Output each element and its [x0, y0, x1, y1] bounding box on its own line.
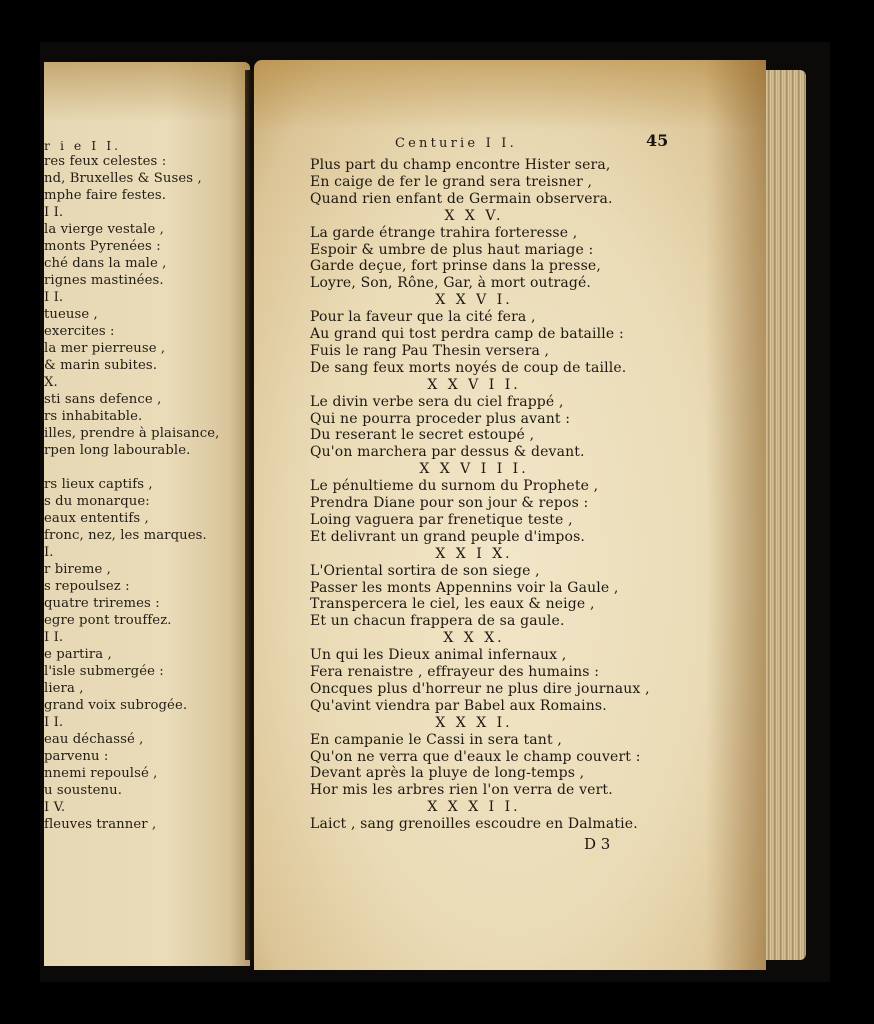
left-text-line: X.: [44, 375, 58, 390]
left-text-line: rignes mastinées.: [44, 273, 164, 288]
left-text-line: exercites :: [44, 324, 115, 339]
verse-line: Transpercera le ciel, les eaux & neige ,: [310, 596, 595, 613]
quatrain-number: X X X I I.: [427, 799, 521, 816]
quatrain-number: X X X I.: [435, 714, 513, 731]
left-text-line: l'isle submergée :: [44, 664, 164, 679]
left-text-line: s repoulsez :: [44, 579, 130, 594]
left-text-line: la vierge vestale ,: [44, 222, 164, 237]
verse-line: Qu'on ne verra que d'eaux le champ couvert :: [310, 748, 641, 765]
left-text-line: sti sans defence ,: [44, 392, 162, 407]
verse-line: Et delivrant un grand peuple d'impos.: [310, 528, 586, 545]
verse-line: Loing vaguera par frenetique teste ,: [310, 511, 573, 528]
left-text-line: quatre triremes :: [44, 596, 160, 611]
left-text-line: fleuves tranner ,: [44, 817, 157, 832]
signature-mark: D 3: [584, 835, 611, 853]
left-text-line: liera ,: [44, 681, 84, 696]
left-text-line: mphe faire festes.: [44, 188, 167, 203]
page-number: 45: [646, 131, 669, 150]
verse-line: Qu'avint viendra par Babel aux Romains.: [310, 697, 607, 714]
verse-line: Passer les monts Appennins voir la Gaule ,: [310, 579, 619, 596]
verse-line: Laict , sang grenoilles escoudre en Dalmatie.: [310, 816, 638, 833]
verse-line: Devant après la pluye de long-temps ,: [310, 765, 585, 782]
verse-line: Fera renaistre , effrayeur des humains :: [310, 664, 600, 680]
left-text-line: nnemi repoulsé ,: [44, 766, 158, 781]
verse-line: Du reserant le secret estoupé ,: [310, 427, 535, 444]
left-text-line: ché dans la male ,: [44, 256, 167, 271]
verse-line: La garde étrange trahira forteresse ,: [310, 224, 578, 241]
quatrain-number: X X X.: [443, 630, 505, 647]
verse-line: Le divin verbe sera du ciel frappé ,: [310, 393, 564, 410]
quatrain-number: X X V.: [444, 207, 504, 224]
verse-line: Plus part du champ encontre Hister sera,: [310, 157, 611, 173]
verse-line: Qui ne pourra proceder plus avant :: [310, 410, 571, 427]
left-text-line: eaux ententifs ,: [44, 511, 149, 526]
left-text-line: eau déchassé ,: [44, 732, 144, 747]
verse-line: Garde deçue, fort prinse dans la presse,: [310, 258, 601, 275]
verse-line: Loyre, Son, Rône, Gar, à mort outragé.: [310, 275, 591, 292]
quatrain-number: X X V I.: [435, 292, 513, 309]
left-text-line: la mer pierreuse ,: [44, 341, 166, 356]
verse-line: En caige de fer le grand sera treisner ,: [310, 173, 593, 190]
left-text-line: e partira ,: [44, 647, 112, 662]
left-text-line: rs inhabitable.: [44, 409, 143, 424]
left-text-line: I V.: [44, 800, 66, 815]
verse-line: Oncques plus d'horreur ne plus dire journaux ,: [310, 680, 650, 697]
verse-line: Fuis le rang Pau Thesin versera ,: [310, 342, 550, 359]
left-running-head: r i e I I.: [44, 138, 122, 153]
verse-line: Prendra Diane pour son jour & repos :: [310, 495, 589, 511]
left-text-line: I I.: [44, 630, 64, 645]
quatrain-number: X X I X.: [435, 545, 513, 562]
verse-line: Espoir & umbre de plus haut mariage :: [310, 241, 594, 258]
left-text-line: grand voix subrogée.: [44, 698, 188, 713]
left-text-line: monts Pyrenées :: [44, 239, 161, 254]
left-page: [44, 62, 250, 966]
verse-line: Qu'on marchera par dessus & devant.: [310, 444, 585, 461]
quatrain-number: X X V I I I.: [419, 461, 529, 478]
verse-line: De sang feux morts noyés de coup de taille.: [310, 359, 627, 376]
left-text-line: & marin subites.: [44, 358, 158, 373]
verse-line: L'Oriental sortira de son siege ,: [310, 562, 540, 579]
verse-line: Pour la faveur que la cité fera ,: [310, 309, 536, 326]
left-text-line: r bireme ,: [44, 562, 111, 577]
quatrain-number: X X V I I.: [427, 376, 521, 393]
left-text-line: rpen long labourable.: [44, 443, 191, 458]
verse-line: Un qui les Dieux animal infernaux ,: [310, 647, 567, 664]
verse-line: Au grand qui tost perdra camp de bataille :: [310, 326, 624, 342]
left-text-line: I I.: [44, 290, 64, 305]
right-running-head: Centurie I I.: [395, 136, 517, 151]
verse-line: Quand rien enfant de Germain observera.: [310, 190, 613, 207]
left-text-line: nd, Bruxelles & Suses ,: [44, 171, 202, 186]
verse-line: En campanie le Cassi in sera tant ,: [310, 731, 562, 748]
left-text-line: fronc, nez, les marques.: [44, 528, 207, 543]
left-text-line: egre pont trouffez.: [44, 613, 172, 628]
left-text-line: u soustenu.: [44, 783, 123, 798]
left-text-line: tueuse ,: [44, 307, 98, 322]
left-text-line: rs lieux captifs ,: [44, 477, 153, 492]
left-text-line: I I.: [44, 715, 64, 730]
page-edges: [760, 70, 806, 960]
verse-line: Et un chacun frappera de sa gaule.: [310, 613, 565, 630]
verse-line: Hor mis les arbres rien l'on verra de vert.: [310, 782, 613, 799]
left-text-line: res feux celestes :: [44, 154, 167, 169]
left-text-line: I I.: [44, 205, 64, 220]
left-text-line: I.: [44, 545, 54, 560]
left-text-line: s du monarque:: [44, 494, 150, 509]
left-text-line: parvenu :: [44, 749, 109, 764]
verse-line: Le pénultieme du surnom du Prophete ,: [310, 478, 599, 495]
left-text-line: illes, prendre à plaisance,: [44, 426, 220, 441]
